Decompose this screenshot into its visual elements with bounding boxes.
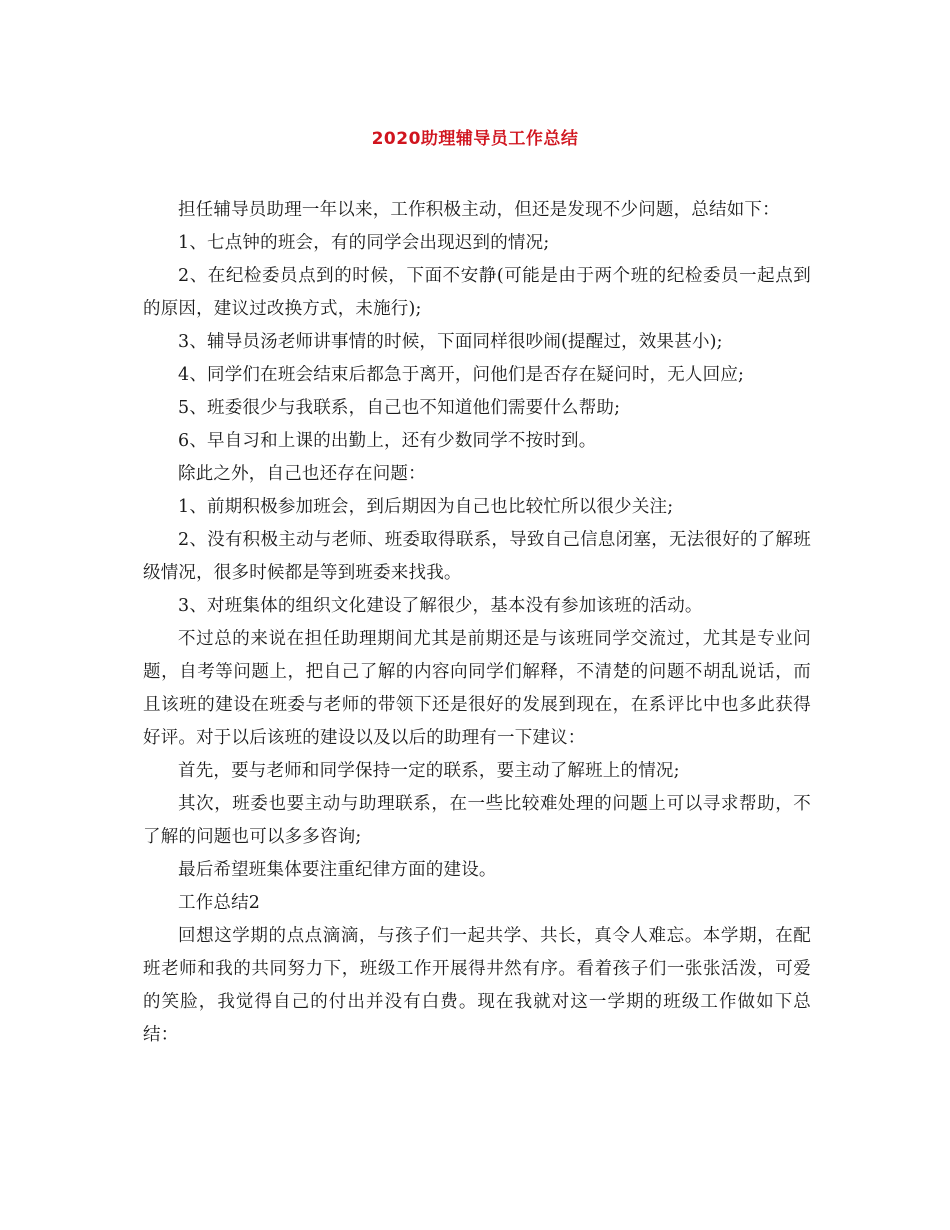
paragraph: 3、对班集体的组织文化建设了解很少，基本没有参加该班的活动。 [178,596,703,616]
paragraph: 最后希望班集体要注重纪律方面的建设。 [178,860,497,880]
paragraph: 2、在纪检委员点到的时候，下面不安静(可能是由于两个班的纪检委员一起点到的原因，建议过改换方式，未施行); [143,266,811,319]
paragraph: 其次，班委也要主动与助理联系，在一些比较难处理的问题上可以寻求帮助，不了解的问题也可以多多咨询; [143,794,811,847]
paragraph: 2、没有积极主动与老师、班委取得联系，导致自己信息闭塞，无法很好的了解班级情况，很多时候都是等到班委来找我。 [143,530,811,583]
document-title: 2020助理辅导员工作总结 [371,129,579,149]
paragraph: 1、七点钟的班会，有的同学会出现迟到的情况; [178,233,550,253]
paragraph: 首先，要与老师和同学保持一定的联系，要主动了解班上的情况; [178,761,680,781]
paragraph: 6、早自习和上课的出勤上，还有少数同学不按时到。 [178,431,597,451]
section-heading: 工作总结2 [178,893,261,913]
document-body [143,194,811,1052]
paragraph: 1、前期积极参加班会，到后期因为自己也比较忙所以很少关注; [178,497,674,517]
paragraph: 5、班委很少与我联系，自己也不知道他们需要什么帮助; [178,398,621,418]
paragraph: 回想这学期的点点滴滴，与孩子们一起共学、共长，真令人难忘。本学期，在配班老师和我的共同努力下，班级工作开展得井然有序。看着孩子们一张张活泼，可爱的笑脸，我觉得自己的付出并没有白费。现在我就对这一学期的班级工作做如下总结： [143,926,811,1045]
paragraph: 不过总的来说在担任助理期间尤其是前期还是与该班同学交流过，尤其是专业问题，自考等问题上，把自己了解的内容向同学们解释，不清楚的问题不胡乱说话，而且该班的建设在班委与老师的带领下还是很好的发展到现在，在系评比中也多此获得好评。对于以后该班的建设以及以后的助理有一下建议： [143,629,811,748]
paragraph: 4、同学们在班会结束后都急于离开，问他们是否存在疑问时，无人回应; [178,365,745,385]
paragraph: 3、辅导员汤老师讲事情的时候，下面同样很吵闹(提醒过，效果甚小); [178,332,723,352]
paragraph: 担任辅导员助理一年以来，工作积极主动，但还是发现不少问题，总结如下： [178,200,780,220]
paragraph: 除此之外，自己也还存在问题： [178,464,426,484]
